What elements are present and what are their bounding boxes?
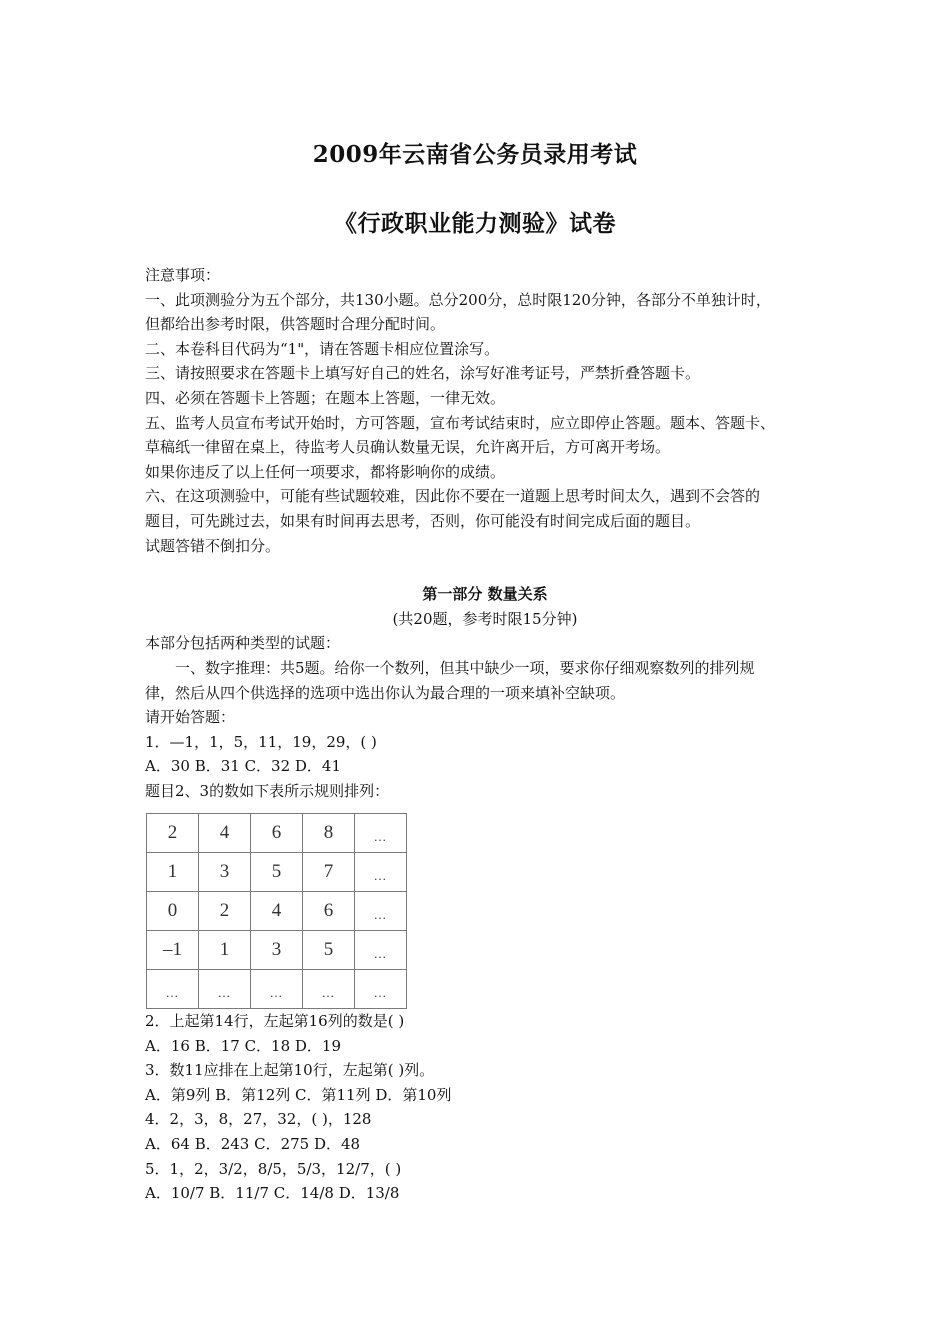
notice-line: 二、本卷科目代码为“1"，请在答题卡相应位置涂写。 [145,339,500,358]
table-row [147,970,407,1009]
table-cell: 3 [199,853,251,892]
table-cell: 6 [303,892,355,931]
table-row [147,892,407,931]
answer-options: A．10/7 B．11/7 C．14/8 D．13/8 [145,1184,400,1203]
table-cell: 5 [303,931,355,970]
table-cell: 3 [251,931,303,970]
exam-subtitle: 《行政职业能力测验》试卷 [334,210,616,237]
table-cell: ... [355,814,407,853]
table-row [147,931,407,970]
section-subheading: (共20题，参考时限15分钟) [392,609,578,628]
table-cell: 4 [251,892,303,931]
table-cell: 5 [251,853,303,892]
notice-line: 题目，可先跳过去，如果有时间再去思考，否则，你可能没有时间完成后面的题目。 [145,511,701,530]
table-cell: 8 [303,814,355,853]
answer-options: A．64 B．243 C．275 D．48 [145,1134,361,1153]
table-cell: ... [355,892,407,931]
notice-line: 三、请按照要求在答题卡上填写好自己的姓名，涂写好准考证号，严禁折叠答题卡。 [145,364,701,383]
answer-options: A．第9列 B．第12列 C．第11列 D．第10列 [145,1085,452,1104]
notice-line: 试题答错不倒扣分。 [145,536,281,555]
answer-options: A．16 B．17 C．18 D．19 [145,1036,342,1055]
table-cell: 1 [199,931,251,970]
table-cell: 2 [199,892,251,931]
section-description: 律，然后从四个供选择的选项中选出你认为最合理的一项来填补空缺项。 [145,683,626,702]
number-grid-table [146,813,407,1009]
notice-line: 一、此项测验分为五个部分，共130小题。总分200分，总时限120分钟，各部分不单独计时， [145,290,771,309]
notice-block [145,263,825,803]
question-line: 1．—1，1，5，11，19，29，( ) [145,732,377,751]
section-heading: 第一部分 数量关系 [422,585,548,604]
question-line: 3．数11应排在上起第10行，左起第( )列。 [145,1061,435,1080]
section-intro: 本部分包括两种类型的试题： [145,634,341,653]
notice-line: 六、在这项测验中，可能有些试题较难，因此你不要在一道题上思考时间太久，遇到不会答的 [145,487,761,506]
table-cell: 2 [147,814,199,853]
notice-line: 如果你违反了以上任何一项要求，都将影响你的成绩。 [145,462,506,481]
table-row [147,814,407,853]
table-cell: ... [251,970,303,1009]
answer-options: A．30 B．31 C．32 D．41 [145,757,342,776]
section-description: 一、数字推理：共5题。给你一个数列，但其中缺少一项，要求你仔细观察数列的排列规 [175,658,755,677]
notice-line: 四、必须在答题卡上答题；在题本上答题，一律无效。 [145,388,506,407]
question-line: 2．上起第14行，左起第16列的数是( ) [145,1012,405,1030]
start-prompt: 请开始答题： [145,708,236,727]
table-cell: ... [199,970,251,1009]
table-cell: ... [355,931,407,970]
question-line: 题目2、3的数如下表所示规则排列： [145,781,390,800]
table-cell: ... [355,970,407,1009]
table-row [147,853,407,892]
table-cell: 4 [199,814,251,853]
table-cell: ... [303,970,355,1009]
question-line: 4．2，3，8，27，32，( )，128 [145,1110,372,1129]
question-line: 5．1，2，3/2，8/5，5/3，12/7，( ) [145,1159,402,1178]
notice-line: 五、监考人员宣布考试开始时，方可答题，宣布考试结束时，应立即停止答题。题本、答题卡、 [145,413,776,432]
table-cell: ... [147,970,199,1009]
notice-line: 草稿纸一律留在桌上，待监考人员确认数量无误，允许离开后，方可离开考场。 [145,438,671,457]
table-cell: 6 [251,814,303,853]
table-cell: ... [355,853,407,892]
notice-line: 但都给出参考时限，供答题时合理分配时间。 [145,315,446,334]
table-cell: 1 [147,853,199,892]
table-cell: 0 [147,892,199,931]
table-cell: –1 [147,931,199,970]
notice-line: 注意事项： [145,266,221,284]
questions-block [145,1009,825,1206]
exam-title: 2009年云南省公务员录用考试 [312,141,638,168]
table-cell: 7 [303,853,355,892]
